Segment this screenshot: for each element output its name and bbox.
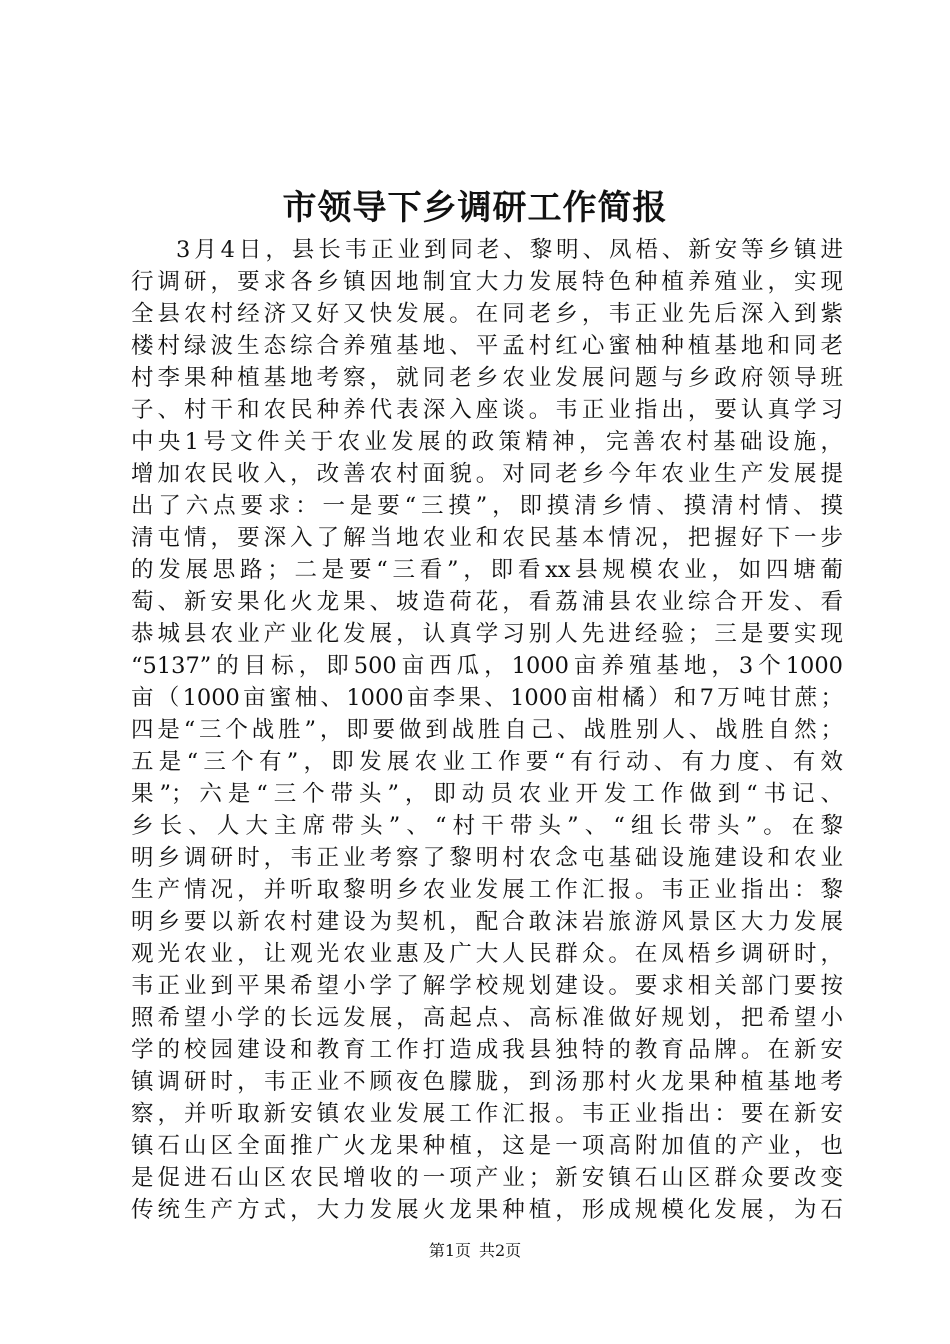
text-line: 照希望小学的长远发展，高起点、高标准做好规划，把希望小 <box>131 1005 843 1031</box>
body-paragraph <box>131 234 843 1226</box>
text-line: 学的校园建设和教育工作打造成我县独特的教育品牌。在新安 <box>131 1037 843 1063</box>
text-line: 村李果种植基地考察，就同老乡农业发展问题与乡政府领导班 <box>131 365 843 391</box>
text-line: 恭城县农业产业化发展，认真学习别人先进经验；三是要实现 <box>131 621 843 647</box>
text-line: 中央1号文件关于农业发展的政策精神，完善农村基础设施， <box>131 429 843 455</box>
text-line: “5137”的目标，即500亩西瓜，1000亩养殖基地，3个1000 <box>131 653 843 679</box>
text-line: 全县农村经济又好又快发展。在同老乡，韦正业先后深入到紫 <box>131 301 843 327</box>
text-line: 镇石山区全面推广火龙果种植，这是一项高附加值的产业，也 <box>131 1133 843 1159</box>
text-line: 五是“三个有”，即发展农业工作要“有行动、有力度、有效 <box>131 749 843 775</box>
page-number: 第1页 <box>428 1241 471 1260</box>
text-line: 增加农民收入，改善农村面貌。对同老乡今年农业生产发展提 <box>131 461 843 487</box>
text-line: 楼村绿波生态综合养殖基地、平孟村红心蜜柚种植基地和同老 <box>131 333 843 359</box>
text-line: 明乡调研时，韦正业考察了黎明村农念屯基础设施建设和农业 <box>131 845 843 871</box>
text-line: 观光农业，让观光农业惠及广大人民群众。在凤梧乡调研时， <box>131 941 843 967</box>
text-line: 萄、新安果化火龙果、坡造荷花，看荔浦县农业综合开发、看 <box>131 589 843 615</box>
text-line: 3月4日，县长韦正业到同老、黎明、凤梧、新安等乡镇进 <box>176 237 843 263</box>
text-line: 察，并听取新安镇农业发展工作汇报。韦正业指出：要在新安 <box>131 1101 843 1127</box>
page-footer <box>0 1239 950 1263</box>
text-line: 果”；六是“三个带头”，即动员农业开发工作做到“书记、 <box>131 781 843 807</box>
text-line: 是促进石山区农民增收的一项产业；新安镇石山区群众要改变 <box>131 1165 843 1191</box>
page-total: 共2页 <box>479 1241 522 1260</box>
text-line: 亩（1000亩蜜柚、1000亩李果、1000亩柑橘）和7万吨甘蔗； <box>131 685 843 711</box>
text-line: 子、村干和农民种养代表深入座谈。韦正业指出，要认真学习 <box>131 397 843 423</box>
text-line: 生产情况，并听取黎明乡农业发展工作汇报。韦正业指出：黎 <box>131 877 843 903</box>
text-line: 传统生产方式，大力发展火龙果种植，形成规模化发展，为石 <box>131 1197 843 1223</box>
text-line: 明乡要以新农村建设为契机，配合敢沫岩旅游风景区大力发展 <box>131 909 843 935</box>
text-line: 四是“三个战胜”，即要做到战胜自己、战胜别人、战胜自然； <box>131 717 843 743</box>
document-title: 市领导下乡调研工作简报 <box>282 188 668 228</box>
text-line: 出了六点要求：一是要“三摸”，即摸清乡情、摸清村情、摸 <box>131 493 843 519</box>
text-line: 韦正业到平果希望小学了解学校规划建设。要求相关部门要按 <box>131 973 843 999</box>
text-line: 的发展思路；二是要“三看”，即看xx县规模农业，如四塘葡 <box>131 557 843 583</box>
text-line: 乡长、人大主席带头”、“村干带头”、“组长带头”。在黎 <box>131 813 843 839</box>
text-line: 镇调研时，韦正业不顾夜色朦胧，到汤那村火龙果种植基地考 <box>131 1069 843 1095</box>
text-line: 清屯情，要深入了解当地农业和农民基本情况，把握好下一步 <box>131 525 843 551</box>
text-line: 行调研，要求各乡镇因地制宜大力发展特色种植养殖业，实现 <box>131 269 843 295</box>
